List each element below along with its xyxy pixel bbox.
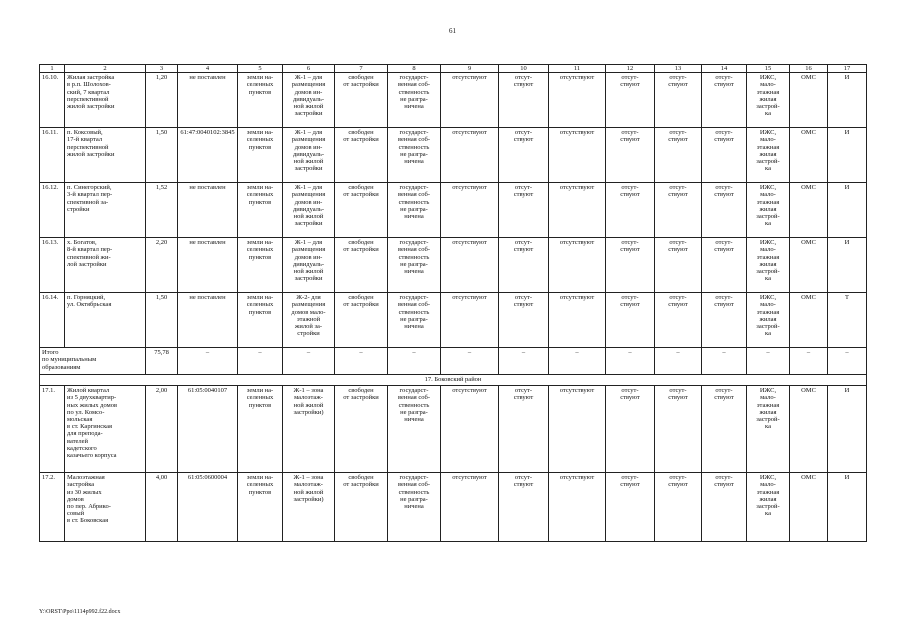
table-cell: земли на- селенных пунктов [238, 473, 283, 542]
table-cell: И [828, 128, 867, 183]
table-cell: отсут- ствуют [655, 238, 702, 293]
table-cell: не поставлен [178, 238, 238, 293]
table-cell: 2,20 [146, 238, 178, 293]
column-number: 13 [655, 65, 702, 73]
table-cell: ИЖС, мало- этажная жилая застрой- ка [747, 128, 790, 183]
table-cell: земли на- селенных пунктов [238, 128, 283, 183]
table-cell: свободен от застройки [335, 128, 388, 183]
table-cell: Ж-1 – для размещения домов ин- дивидуаль- ной жилой застройки [283, 183, 335, 238]
column-number-row [40, 65, 867, 73]
table-cell: отсут- ствуют [499, 238, 549, 293]
table-cell: отсут- ствуют [499, 473, 549, 542]
table-cell: 17.1. [40, 386, 65, 473]
table-cell: Малоэтажная застройка из 30 жилых домов по пер. Абрико- совый в ст. Боковская [65, 473, 146, 542]
table-cell: отсут- ствуют [606, 293, 655, 348]
table-cell: государст- венная соб- ственность не разгра- ничена [388, 473, 441, 542]
file-path-footer: Y:\ORST\Ppo\1114p992.f22.docx [39, 609, 121, 615]
table-cell: отсут- ствуют [655, 183, 702, 238]
table-cell: х. Богатов, 8-й квартал пер- спективной жи- лой застройки [65, 238, 146, 293]
table-cell: земли на- селенных пунктов [238, 386, 283, 473]
table-cell: отсутствуют [549, 73, 606, 128]
table-cell: отсут- ствуют [702, 128, 747, 183]
table-cell: отсут- ствуют [702, 386, 747, 473]
table-cell: отсутствуют [549, 386, 606, 473]
column-number: 10 [499, 65, 549, 73]
table-cell: отсут- ствуют [655, 73, 702, 128]
table-cell: не поставлен [178, 293, 238, 348]
column-number: 1 [40, 65, 65, 73]
table-cell: государст- венная соб- ственность не разгра- ничена [388, 386, 441, 473]
table-cell: 16.14. [40, 293, 65, 348]
total-dash: – [441, 348, 499, 375]
table-cell: 4,00 [146, 473, 178, 542]
table-cell: отсут- ствуют [606, 386, 655, 473]
table-cell: И [828, 386, 867, 473]
section-title: 17. Боковский район [40, 375, 867, 386]
table-row [40, 293, 867, 348]
table-cell: ИЖС, мало- этажная жилая застрой- ка [747, 386, 790, 473]
table-cell: ОМС [790, 386, 828, 473]
table-row [40, 473, 867, 542]
table-cell: ОМС [790, 238, 828, 293]
column-number: 12 [606, 65, 655, 73]
table-cell: 1,20 [146, 73, 178, 128]
table-cell: отсут- ствуют [499, 128, 549, 183]
table-cell: Ж-2- для размещения домов мало- этажной жилой за- стройки [283, 293, 335, 348]
table-cell: Ж-1 – для размещения домов ин- дивидуаль- ной жилой застройки [283, 73, 335, 128]
column-number: 8 [388, 65, 441, 73]
total-dash: – [178, 348, 238, 375]
table-cell: отсут- ствуют [606, 128, 655, 183]
table-cell: 1,52 [146, 183, 178, 238]
column-number: 3 [146, 65, 178, 73]
column-number: 11 [549, 65, 606, 73]
table-cell: отсутствуют [549, 238, 606, 293]
table-cell: отсут- ствуют [606, 183, 655, 238]
table-cell: отсутствуют [441, 293, 499, 348]
table-cell: И [828, 183, 867, 238]
table-cell: отсутствуют [441, 183, 499, 238]
table-cell: 16.12. [40, 183, 65, 238]
table-cell: отсут- ствуют [606, 473, 655, 542]
column-number: 17 [828, 65, 867, 73]
column-number: 15 [747, 65, 790, 73]
table-cell: земли на- селенных пунктов [238, 293, 283, 348]
table-cell: ОМС [790, 128, 828, 183]
table-cell: свободен от застройки [335, 238, 388, 293]
table-cell: 17.2. [40, 473, 65, 542]
table-cell: отсут- ствуют [606, 73, 655, 128]
total-dash: – [747, 348, 790, 375]
table-cell: государст- венная соб- ственность не разгра- ничена [388, 128, 441, 183]
total-dash: – [499, 348, 549, 375]
table-cell: п. Коксовый, 17-й квартал перспективной жилой застройки [65, 128, 146, 183]
table-cell: отсутствуют [549, 473, 606, 542]
table-cell: 61:47:0040102:3845 [178, 128, 238, 183]
table-cell: п. Синегорский, 3-й квартал пер- спективной за- стройки [65, 183, 146, 238]
table-cell: Ж-1 – для размещения домов ин- дивидуаль- ной жилой застройки [283, 238, 335, 293]
total-area: 75,78 [146, 348, 178, 375]
table-cell: государст- венная соб- ственность не разгра- ничена [388, 73, 441, 128]
table-cell: отсут- ствуют [499, 183, 549, 238]
table-cell: свободен от застройки [335, 183, 388, 238]
table-cell: И [828, 473, 867, 542]
total-dash: – [238, 348, 283, 375]
table-cell: 16.11. [40, 128, 65, 183]
column-number: 14 [702, 65, 747, 73]
table-cell: 61:05:0600004 [178, 473, 238, 542]
table-cell: отсут- ствуют [655, 128, 702, 183]
table-cell: ОМС [790, 473, 828, 542]
table-cell: отсут- ствуют [702, 473, 747, 542]
table-cell: И [828, 73, 867, 128]
column-number: 7 [335, 65, 388, 73]
table-cell: ИЖС, мало- этажная жилая застрой- ка [747, 183, 790, 238]
table-cell: отсут- ствуют [702, 73, 747, 128]
page-number: 61 [449, 27, 456, 35]
table-cell: отсут- ствуют [499, 386, 549, 473]
table-cell: государст- венная соб- ственность не разгра- ничена [388, 293, 441, 348]
table-row [40, 73, 867, 128]
table-cell: Ж-1 – для размещения домов ин- дивидуаль- ной жилой застройки [283, 128, 335, 183]
table-cell: земли на- селенных пунктов [238, 183, 283, 238]
land-plots-table [39, 64, 867, 542]
table-cell: свободен от застройки [335, 73, 388, 128]
total-dash: – [388, 348, 441, 375]
table-cell: отсут- ствуют [655, 386, 702, 473]
table-row [40, 183, 867, 238]
table-cell: отсут- ствуют [655, 293, 702, 348]
table-cell: п. Горняцкий, ул. Октябрьская [65, 293, 146, 348]
total-dash: – [606, 348, 655, 375]
total-dash: – [549, 348, 606, 375]
table-cell: свободен от застройки [335, 386, 388, 473]
table-cell: отсут- ствуют [499, 293, 549, 348]
table-cell: отсут- ствуют [655, 473, 702, 542]
table-cell: отсут- ствуют [499, 73, 549, 128]
column-number: 9 [441, 65, 499, 73]
table-cell: государст- венная соб- ственность не разгра- ничена [388, 238, 441, 293]
table-cell: И [828, 238, 867, 293]
table-cell: отсутствуют [441, 386, 499, 473]
table-cell: государст- венная соб- ственность не разгра- ничена [388, 183, 441, 238]
table-cell: свободен от застройки [335, 473, 388, 542]
column-number: 4 [178, 65, 238, 73]
table-cell: не поставлен [178, 183, 238, 238]
table-cell: Ж-1 – зона малоэтаж- ной жилой застройки) [283, 386, 335, 473]
column-number: 16 [790, 65, 828, 73]
table-cell: отсут- ствуют [606, 238, 655, 293]
table-cell: отсутствуют [549, 293, 606, 348]
table-cell: ОМС [790, 183, 828, 238]
table-cell: отсутствуют [441, 473, 499, 542]
table-cell: не поставлен [178, 73, 238, 128]
table-cell: ОМС [790, 73, 828, 128]
table-cell: отсутствуют [441, 128, 499, 183]
table-cell: отсут- ствуют [702, 183, 747, 238]
total-dash: – [790, 348, 828, 375]
total-dash: – [283, 348, 335, 375]
table-cell: Жилой квартал из 5 двухквартир- ных жилых домов по ул. Комсо- мольская в ст. Каргинская для препода- вателей кадетского казачьего корпуса [65, 386, 146, 473]
table-cell: 16.10. [40, 73, 65, 128]
table-row [40, 128, 867, 183]
total-row [40, 348, 867, 375]
column-number: 5 [238, 65, 283, 73]
table-cell: отсутствуют [549, 183, 606, 238]
total-dash: – [655, 348, 702, 375]
table-cell: 16.13. [40, 238, 65, 293]
table-cell: ИЖС, мало- этажная жилая застрой- ка [747, 473, 790, 542]
table-cell: ИЖС, мало- этажная жилая застрой- ка [747, 238, 790, 293]
table-cell: ИЖС, мало- этажная жилая застрой- ка [747, 73, 790, 128]
table-cell: Жилая застройка в р.п. Шолохов- ский, 7 квартал перспективной жилой застройки [65, 73, 146, 128]
table-row [40, 386, 867, 473]
section-row [40, 375, 867, 386]
table-cell: свободен от застройки [335, 293, 388, 348]
table-cell: 2,00 [146, 386, 178, 473]
table-cell: ИЖС, мало- этажная жилая застрой- ка [747, 293, 790, 348]
column-number: 6 [283, 65, 335, 73]
table-cell: ОМС [790, 293, 828, 348]
table-cell: отсутствуют [549, 128, 606, 183]
total-dash: – [702, 348, 747, 375]
table-cell: земли на- селенных пунктов [238, 73, 283, 128]
table-cell: отсутствуют [441, 73, 499, 128]
table-cell: 61:05:0040107 [178, 386, 238, 473]
table-cell: 1,50 [146, 293, 178, 348]
table-row [40, 238, 867, 293]
table-cell: отсутствуют [441, 238, 499, 293]
total-dash: – [828, 348, 867, 375]
table-cell: Т [828, 293, 867, 348]
table-cell: Ж-1 – зона малоэтаж- ной жилой застройки) [283, 473, 335, 542]
column-number: 2 [65, 65, 146, 73]
table-cell: отсут- ствуют [702, 293, 747, 348]
table-cell: отсут- ствуют [702, 238, 747, 293]
total-dash: – [335, 348, 388, 375]
table-cell: 1,50 [146, 128, 178, 183]
table-cell: земли на- селенных пунктов [238, 238, 283, 293]
total-label: Итого по муниципальным образованиям [40, 348, 146, 375]
